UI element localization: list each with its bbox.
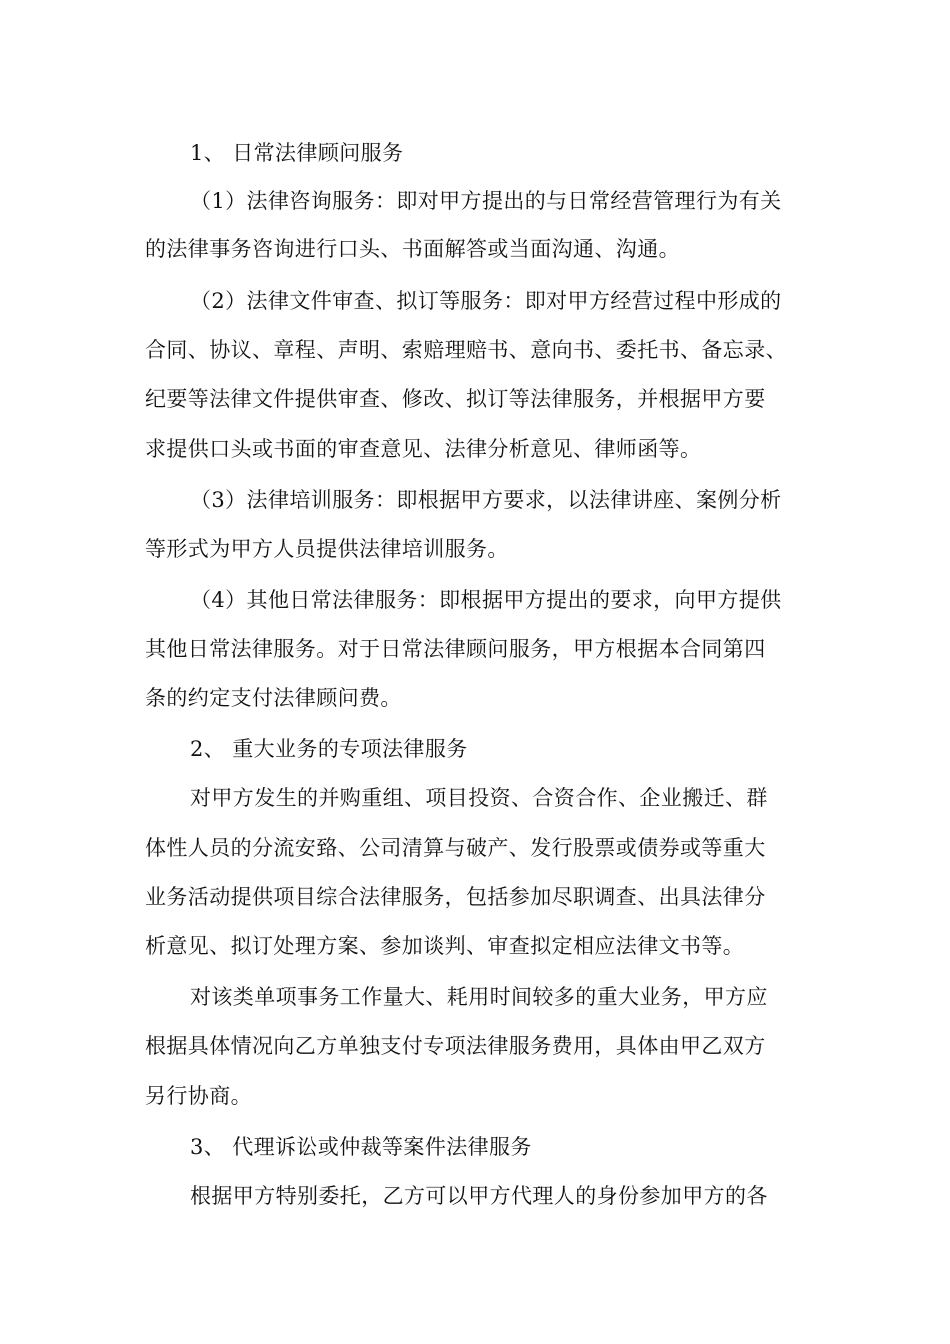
paragraph-line: （1）法律咨询服务：即对甲方提出的与日常经营管理行为有关 (190, 189, 782, 213)
paragraph-line: 条的约定支付法律顾问费。 (145, 686, 402, 710)
paragraph-line: 的法律事务咨询进行口头、书面解答或当面沟通、沟通。 (145, 237, 680, 261)
paragraph-line: （2）法律文件审查、拟订等服务：即对甲方经营过程中形成的 (190, 289, 782, 313)
paragraph-line: 合同、协议、章程、声明、索赔理赔书、意向书、委托书、备忘录、 (145, 338, 787, 362)
section-2-heading: 2、 重大业务的专项法律服务 (190, 737, 468, 761)
section-3-heading: 3、 代理诉讼或仲裁等案件法律服务 (190, 1135, 532, 1159)
paragraph-line: 根据具体情况向乙方单独支付专项法律服务费用，具体由甲乙双方 (145, 1034, 766, 1058)
paragraph-line: 其他日常法律服务。对于日常法律顾问服务，甲方根据本合同第四 (145, 637, 766, 661)
paragraph-line: 另行协商。 (145, 1084, 252, 1108)
paragraph-line: 体性人员的分流安臵、公司清算与破产、发行股票或债券或等重大 (145, 836, 766, 860)
paragraph-line: 对该类单项事务工作量大、耗用时间较多的重大业务，甲方应 (190, 985, 768, 1009)
paragraph-line: （3）法律培训服务：即根据甲方要求，以法律讲座、案例分析 (190, 488, 782, 512)
paragraph-line: 对甲方发生的并购重组、项目投资、合资合作、企业搬迁、群 (190, 786, 768, 810)
paragraph-line: （4）其他日常法律服务：即根据甲方提出的要求，向甲方提供 (190, 588, 782, 612)
paragraph-line: 纪要等法律文件提供审查、修改、拟订等法律服务，并根据甲方要 (145, 387, 766, 411)
section-1-heading: 1、 日常法律顾问服务 (190, 141, 404, 165)
paragraph-line: 根据甲方特别委托，乙方可以甲方代理人的身份参加甲方的各 (190, 1184, 768, 1208)
paragraph-line: 业务活动提供项目综合法律服务，包括参加尽职调查、出具法律分 (145, 885, 766, 909)
paragraph-line: 等形式为甲方人员提供法律培训服务。 (145, 537, 509, 561)
paragraph-line: 求提供口头或书面的审查意见、法律分析意见、律师函等。 (145, 437, 702, 461)
paragraph-line: 析意见、拟订处理方案、参加谈判、审查拟定相应法律文书等。 (145, 934, 745, 958)
